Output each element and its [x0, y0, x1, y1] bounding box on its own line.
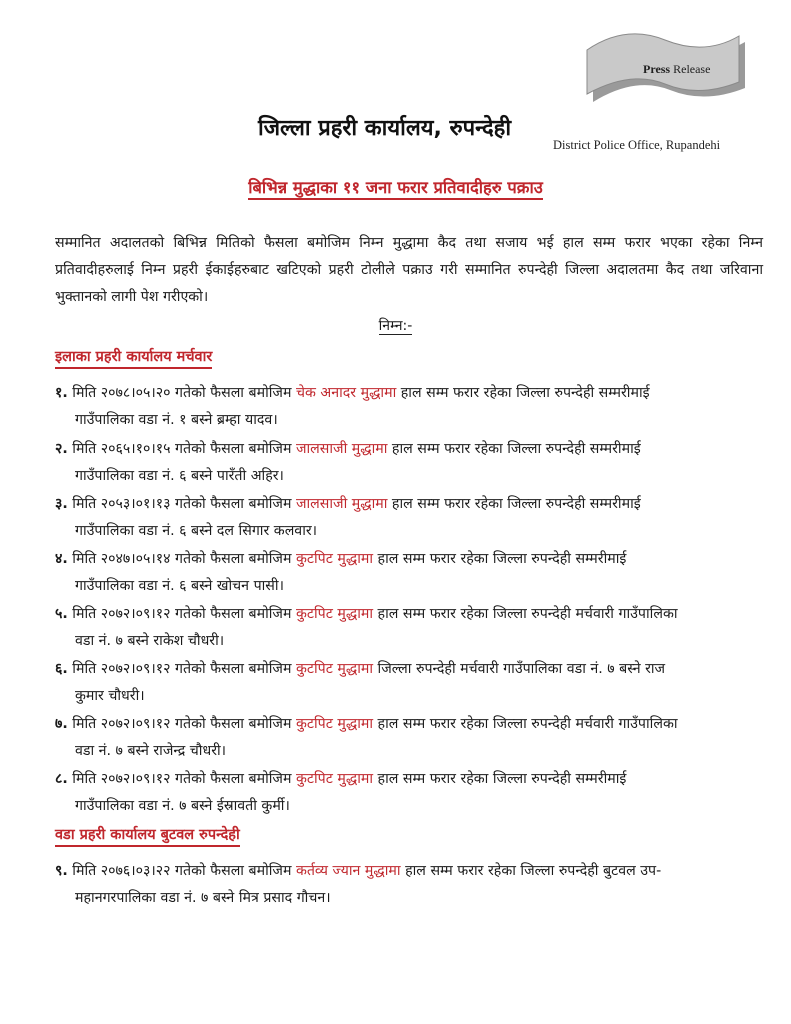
intro-paragraph: सम्मानित अदालतको बिभिन्न मितिको फैसला बमोजिम निम्न मुद्धामा कैद तथा सजाय भई हाल सम्म फरार भएका रहेका निम्न प्रतिवादीहरुलाई निम्न प्रहरी ईकाईहरुबाट खटिएको प्रहरी टोलीले पक्राउ गरी सम्मानित रुपन्देही जिल्ला अदालतमा कैद तथा जरिवाना भुक्तानको लागी पेश गरीएको।	[55, 235, 763, 305]
list-item: ६. मिति २०७२।०९।१२ गतेको फैसला बमोजिम कुटपिट मुद्धामा जिल्ला रुपन्देही मर्चवारी गाउँपालिका वडा नं. ७ बस्ने राज कुमार चौधरी।	[55, 661, 666, 704]
list-item: ७. मिति २०७२।०९।१२ गतेको फैसला बमोजिम कुटपिट मुद्धामा हाल सम्म फरार रहेका जिल्ला रुपन्देही मर्चवारी गाउँपालिका वडा नं. ७ बस्ने राजेन्द्र चौधरी।	[55, 716, 678, 759]
list-item: ९. मिति २०७६।०३।२२ गतेको फैसला बमोजिम कर्तव्य ज्यान मुद्धामा हाल सम्म फरार रहेका जिल्ला रुपन्देही बुटवल उप- महानगरपालिका वडा नं. ७ बस्ने मित्र प्रसाद गौचन।	[55, 863, 662, 906]
section-heading-merchwar: इलाका प्रहरी कार्यालय मर्चवार	[55, 346, 212, 369]
headline-text: बिभिन्न मुद्धाका ११ जना फरार प्रतिवादीहरु पक्राउ	[248, 178, 543, 200]
list-item: ४. मिति २०४७।०५।१४ गतेको फैसला बमोजिम कुटपिट मुद्धामा हाल सम्म फरार रहेका जिल्ला रुपन्देही सम्मरीमाई गाउँपालिका वडा नं. ६ बस्ने खोचन पासी।	[55, 551, 627, 594]
office-title-nepali: जिल्ला प्रहरी कार्यालय, रुपन्देही	[258, 116, 512, 141]
headline	[0, 175, 791, 198]
list-item: ५. मिति २०७२।०९।१२ गतेको फैसला बमोजिम कुटपिट मुद्धामा हाल सम्म फरार रहेका जिल्ला रुपन्देही मर्चवारी गाउँपालिका वडा नं. ७ बस्ने राकेश चौधरी।	[55, 606, 678, 649]
press-release-badge	[585, 28, 755, 106]
press-release-label: Press Release	[643, 62, 711, 76]
list-item: १. मिति २०७८।०५।२० गतेको फैसला बमोजिम चेक अनादर मुद्धामा हाल सम्म फरार रहेका जिल्ला रुपन्देही सम्मरीमाई गाउँपालिका वडा नं. १ बस्ने ब्रम्हा यादव।	[55, 385, 650, 428]
section-heading-butwal: वडा प्रहरी कार्यालय बुटवल रुपन्देही	[55, 824, 240, 847]
list-item: २. मिति २०६५।१०।१५ गतेको फैसला बमोजिम जालसाजी मुद्धामा हाल सम्म फरार रहेका जिल्ला रुपन्देही सम्मरीमाई गाउँपालिका वडा नं. ६ बस्ने पारँती अहिर।	[55, 441, 641, 484]
list-item: ३. मिति २०५३।०१।१३ गतेको फैसला बमोजिम जालसाजी मुद्धामा हाल सम्म फरार रहेका जिल्ला रुपन्देही सम्मरीमाई गाउँपालिका वडा नं. ६ बस्ने दल सिगार कलवार।	[55, 496, 641, 539]
list-item: ८. मिति २०७२।०९।१२ गतेको फैसला बमोजिम कुटपिट मुद्धामा हाल सम्म फरार रहेका जिल्ला रुपन्देही सम्मरीमाई गाउँपालिका वडा नं. ७ बस्ने ईस्रावती कुर्मी।	[55, 771, 627, 814]
list-intro: निम्न:-	[378, 318, 413, 334]
office-title-english: District Police Office, Rupandehi	[553, 138, 721, 152]
